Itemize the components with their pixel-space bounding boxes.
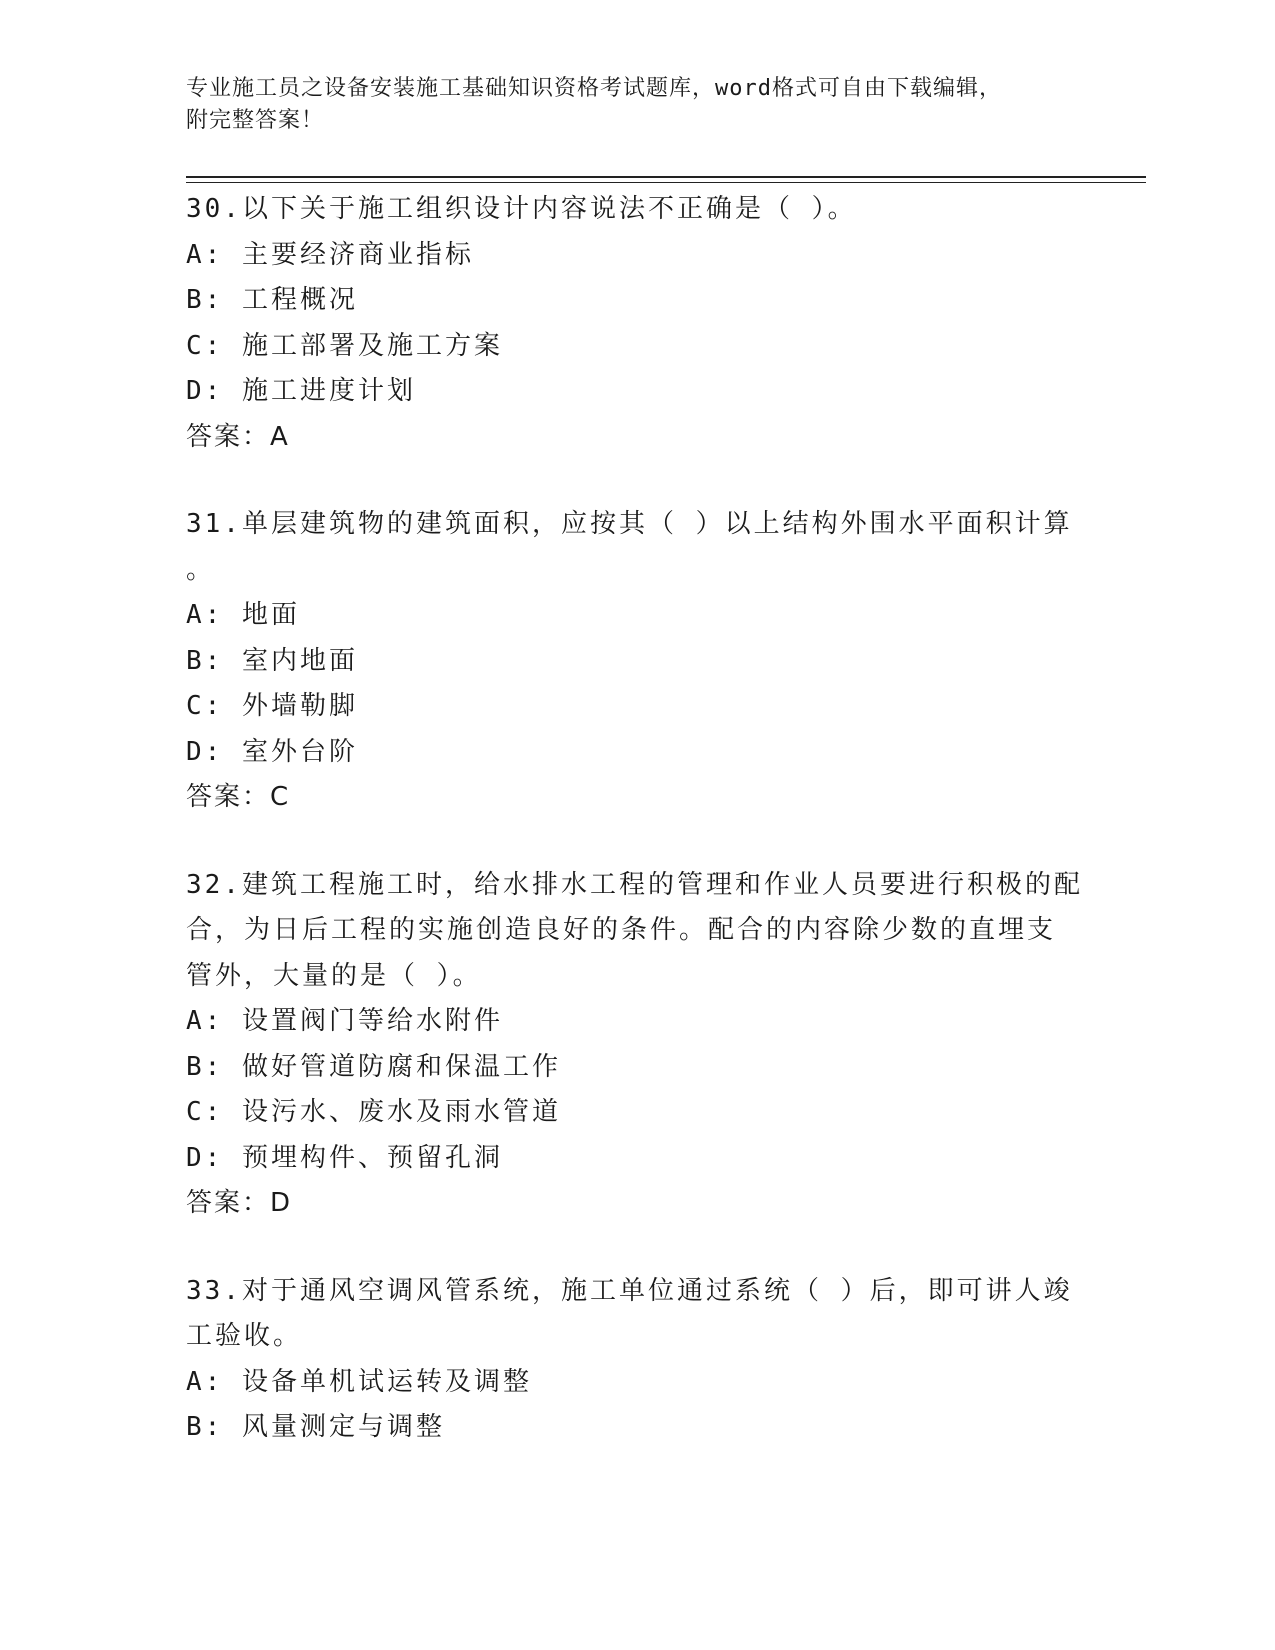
option-b: B: 做好管道防腐和保温工作 bbox=[186, 1051, 561, 1082]
header-rule-thin bbox=[186, 182, 1146, 183]
question-stem: 。 bbox=[186, 554, 216, 585]
answer-line: 答案：A bbox=[186, 421, 290, 452]
header-rule-thick bbox=[186, 176, 1146, 178]
option-d: D: 施工进度计划 bbox=[186, 376, 416, 406]
option-d: D: 预埋构件、预留孔洞 bbox=[186, 1142, 503, 1173]
option-b: B: 风量测定与调整 bbox=[186, 1412, 445, 1442]
question-30 bbox=[186, 187, 1086, 460]
question-32 bbox=[186, 863, 1086, 1227]
option-c: C: 设污水、废水及雨水管道 bbox=[186, 1097, 561, 1127]
question-stem: 合，为日后工程的实施创造良好的条件。配合的内容除少数的直埋支 bbox=[186, 915, 1057, 945]
question-stem: 管外，大量的是（ ）。 bbox=[186, 960, 482, 991]
option-a: A: 地面 bbox=[186, 600, 300, 630]
option-a: A: 主要经济商业指标 bbox=[186, 239, 474, 270]
question-33 bbox=[186, 1269, 1086, 1451]
question-stem: 30.以下关于施工组织设计内容说法不正确是（ ）。 bbox=[186, 194, 857, 224]
option-c: C: 外墙勒脚 bbox=[186, 691, 358, 721]
question-stem: 31.单层建筑物的建筑面积，应按其（ ）以上结构外围水平面积计算 bbox=[186, 509, 1073, 539]
question-stem: 32.建筑工程施工时，给水排水工程的管理和作业人员要进行积极的配 bbox=[186, 869, 1083, 900]
question-31 bbox=[186, 502, 1086, 821]
option-a: A: 设备单机试运转及调整 bbox=[186, 1366, 532, 1397]
document-header bbox=[186, 73, 1086, 137]
option-c: C: 施工部署及施工方案 bbox=[186, 330, 503, 361]
option-d: D: 室外台阶 bbox=[186, 736, 358, 767]
option-a: A: 设置阀门等给水附件 bbox=[186, 1006, 503, 1036]
question-stem: 工验收。 bbox=[186, 1321, 303, 1351]
header-line-2: 附完整答案！ bbox=[186, 108, 325, 133]
question-list bbox=[186, 187, 1086, 1493]
question-stem: 33.对于通风空调风管系统，施工单位通过系统（ ）后，即可讲人竣 bbox=[186, 1275, 1073, 1306]
option-b: B: 工程概况 bbox=[186, 285, 358, 315]
option-b: B: 室内地面 bbox=[186, 645, 358, 676]
header-line-1: 专业施工员之设备安装施工基础知识资格考试题库，word格式可自由下载编辑， bbox=[186, 76, 1002, 101]
answer-line: 答案：C bbox=[186, 782, 291, 812]
answer-line: 答案：D bbox=[186, 1188, 293, 1218]
